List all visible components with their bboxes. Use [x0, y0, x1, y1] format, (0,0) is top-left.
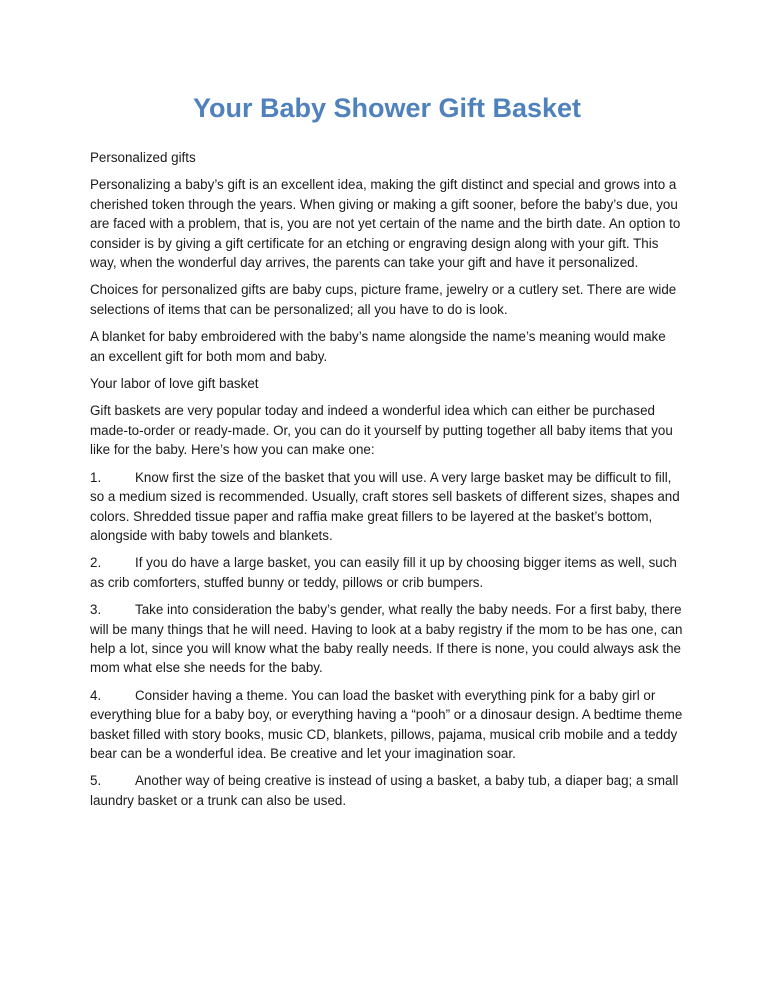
- list-text: Another way of being creative is instead of using a basket, a baby tub, a diaper bag; a small laundry basket or a trunk can also be used.: [90, 773, 679, 808]
- list-text: If you do have a large basket, you can easily fill it up by choosing bigger items as well, such as crib comforters, stuffed bunny or teddy, pillows or crib bumpers.: [90, 555, 677, 590]
- list-number: 4.: [90, 687, 102, 703]
- subheading-personalized-gifts: Personalized gifts: [90, 150, 196, 165]
- list-item: [90, 553, 684, 592]
- list-number: 3.: [90, 602, 102, 618]
- list-number: 1.: [90, 469, 102, 485]
- list-number: 2.: [90, 555, 102, 571]
- list-text: Take into consideration the baby’s gender, what really the baby needs. For a first baby, there will be many things that he will need. Having to look at a baby registry if the mom to be has one, can help a lot, since you will know what the baby really needs. If there is none, you could always ask the mom what else she needs for the baby.: [90, 602, 683, 676]
- list-item: [90, 686, 684, 764]
- paragraph: Personalizing a baby’s gift is an excellent idea, making the gift distinct and special and grows into a cherished token through the years. When giving or making a gift sooner, before the baby’s due, you are faced with a problem, that is, you are not yet certain of the name and the birth date. An option to consider is by giving a gift certificate for an etching or engraving design along with your gift. This way, when the wonderful day arrives, the parents can take your gift and have it personalized.: [90, 177, 681, 271]
- list-text: Know first the size of the basket that you will use. A very large basket may be difficult to fill, so a medium sized is recommended. Usually, craft stores sell baskets of different sizes, shapes and colors. Shredded tissue paper and raffia make great fillers to be layered at the basket’s bottom, alongside with baby towels and blankets.: [90, 469, 680, 543]
- list-number: 5.: [90, 773, 102, 789]
- list-text: Consider having a theme. You can load the basket with everything pink for a baby girl or everything blue for a baby boy, or everything having a “pooh” or a dinosaur design. A bedtime theme basket filled with story books, music CD, blankets, pillows, pajama, musical crib mobile and a teddy bear can be a wonderful idea. Be creative and let your imagination soar.: [90, 687, 683, 761]
- paragraph: Gift baskets are very popular today and indeed a wonderful idea which can either be purchased made-to-order or ready-made. Or, you can do it yourself by putting together all baby items that you like for the baby. Here’s how you can make one:: [90, 403, 673, 458]
- document-page: [90, 88, 684, 818]
- list-item: [90, 771, 684, 810]
- list-item: [90, 600, 684, 678]
- paragraph: Choices for personalized gifts are baby cups, picture frame, jewelry or a cutlery set. There are wide selections of items that can be personalized; all you have to do is look.: [90, 282, 677, 317]
- page-title: Your Baby Shower Gift Basket: [192, 93, 582, 123]
- paragraph: A blanket for baby embroidered with the baby’s name alongside the name’s meaning would make an excellent gift for both mom and baby.: [90, 329, 666, 364]
- list-item: [90, 468, 684, 546]
- subheading-labor-of-love: Your labor of love gift basket: [90, 376, 259, 392]
